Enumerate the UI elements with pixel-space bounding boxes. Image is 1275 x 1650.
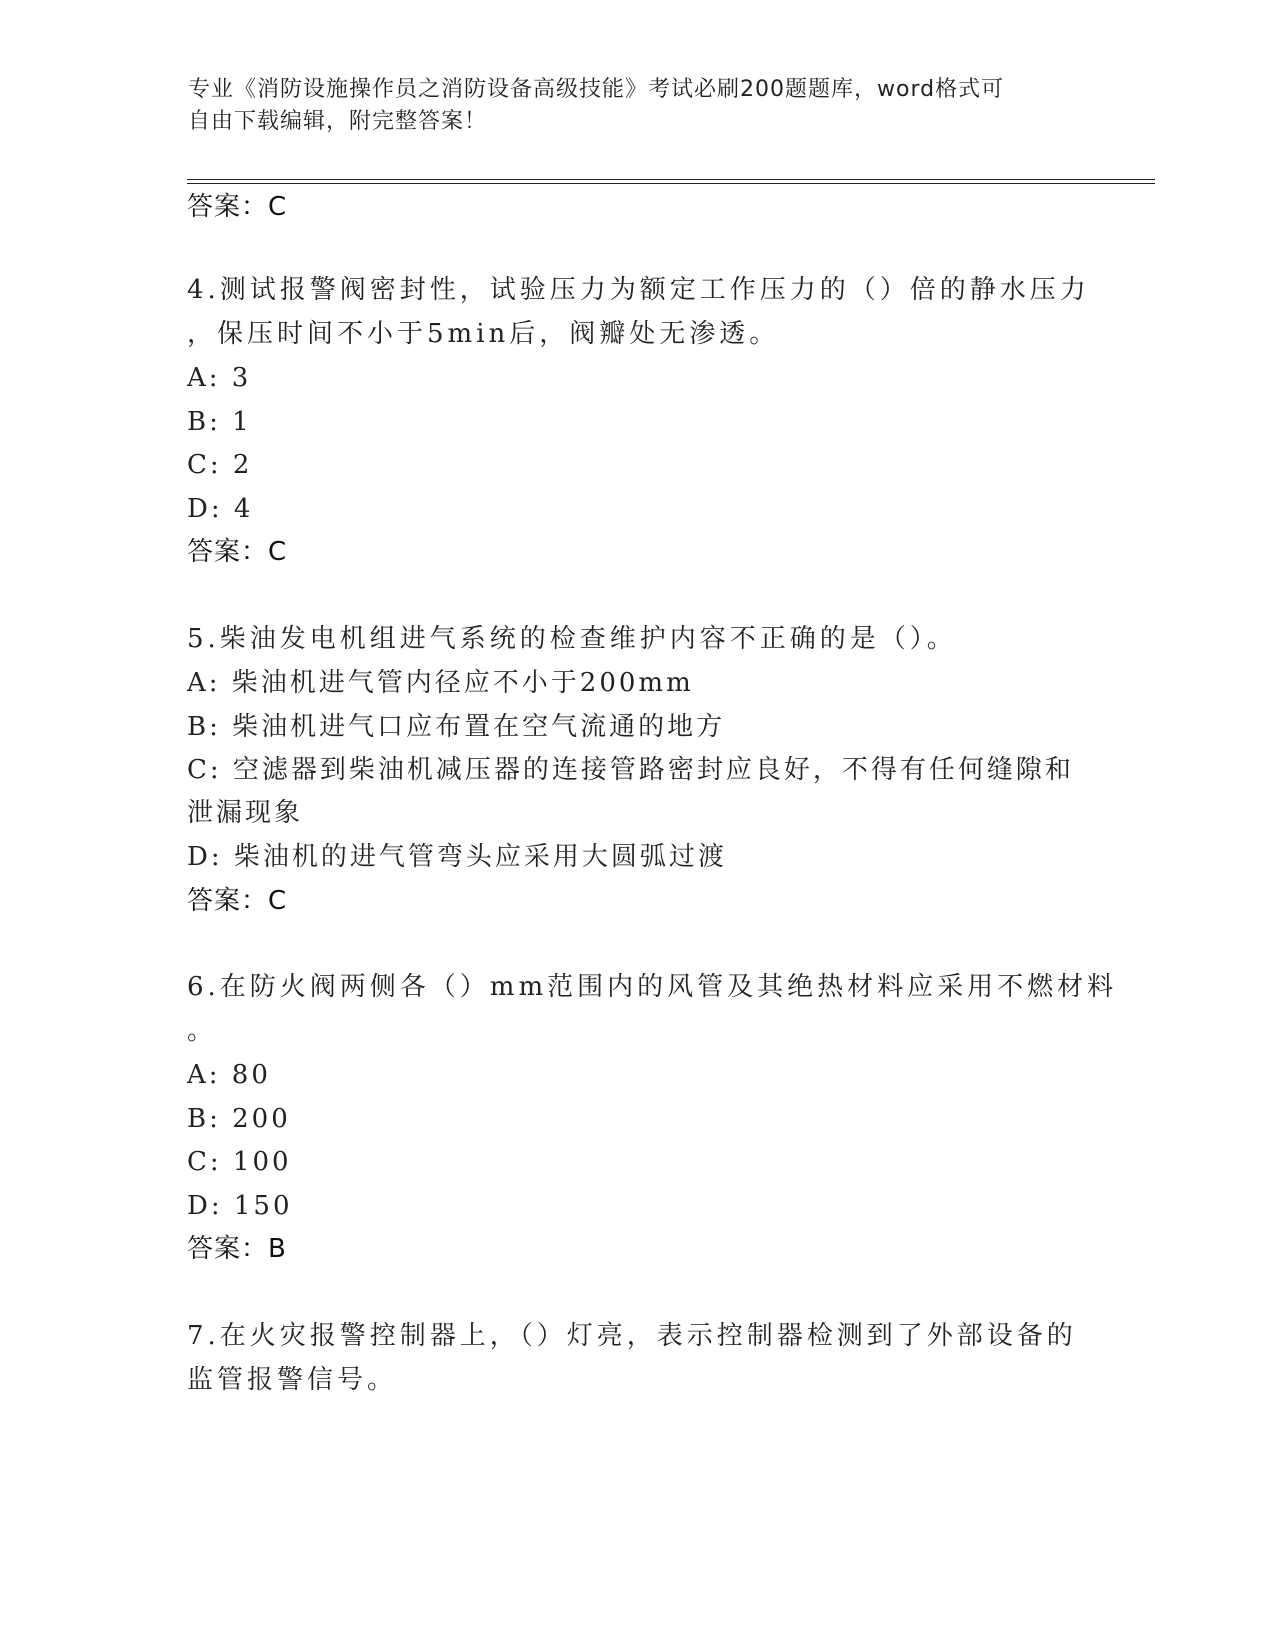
question-6-line-1: 6.在防火阀两侧各（）mm范围内的风管及其绝热材料应采用不燃材料	[187, 972, 1118, 1002]
question-4-option-a: A: 3	[187, 363, 252, 393]
question-4-option-b: B: 1	[187, 407, 252, 437]
answer-q6: 答案：B	[187, 1234, 287, 1264]
header-line-1: 专业《消防设施操作员之消防设备高级技能》考试必刷200题题库，word格式可	[188, 77, 1005, 102]
header-line-2: 自由下载编辑，附完整答案！	[188, 109, 488, 134]
header-rule-bottom	[187, 183, 1155, 184]
question-5-option-b: B: 柴油机进气口应布置在空气流通的地方	[187, 712, 726, 742]
question-5-option-c-cont: 泄漏现象	[187, 798, 304, 828]
question-4-option-d: D: 4	[187, 494, 254, 524]
question-6-option-a: A: 80	[187, 1060, 271, 1090]
question-4-line-2: ，保压时间不小于5min后，阀瓣处无渗透。	[187, 319, 780, 349]
question-5-option-c: C: 空滤器到柴油机减压器的连接管路密封应良好，不得有任何缝隙和	[187, 755, 1074, 785]
question-5-option-a: A: 柴油机进气管内径应不小于200mm	[187, 668, 694, 698]
header-rule-top	[187, 179, 1155, 180]
answer-q3: 答案：C	[187, 192, 288, 222]
question-6-option-b: B: 200	[187, 1104, 291, 1134]
document-header	[188, 74, 1068, 138]
answer-q5: 答案：C	[187, 886, 288, 916]
question-7-line-2: 监管报警信号。	[187, 1365, 398, 1395]
question-5-option-d: D: 柴油机的进气管弯头应采用大圆弧过渡	[187, 842, 727, 872]
question-4-line-1: 4.测试报警阀密封性，试验压力为额定工作压力的（）倍的静水压力	[187, 275, 1090, 305]
question-5-line-1: 5.柴油发电机组进气系统的检查维护内容不正确的是（）。	[187, 624, 957, 654]
question-6-option-c: C: 100	[187, 1147, 292, 1177]
question-6-line-2: 。	[187, 1016, 218, 1046]
question-4-option-c: C: 2	[187, 450, 253, 480]
question-6-option-d: D: 150	[187, 1191, 293, 1221]
question-7-line-1: 7.在火灾报警控制器上，（）灯亮，表示控制器检测到了外部设备的	[187, 1321, 1077, 1351]
answer-q4: 答案：C	[187, 537, 288, 567]
